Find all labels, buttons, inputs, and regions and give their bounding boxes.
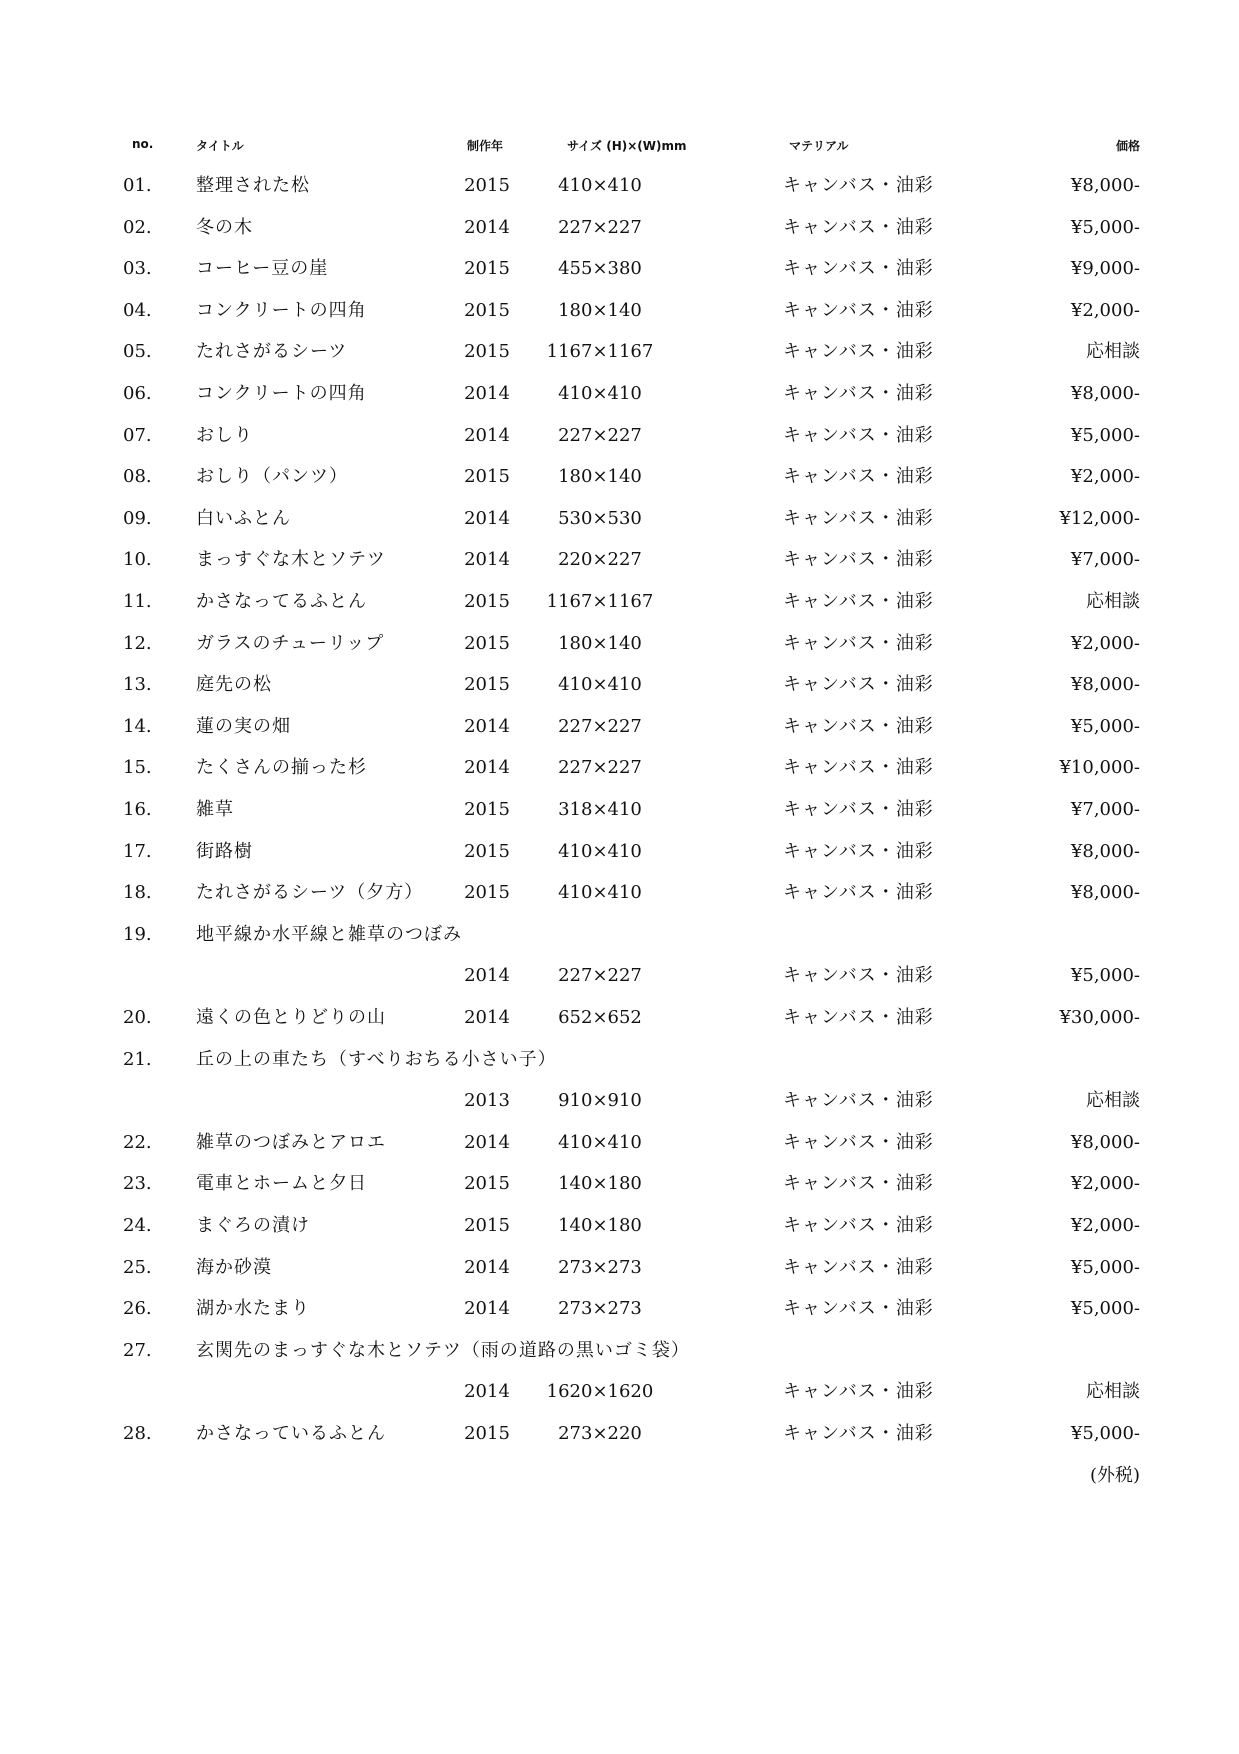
row-size: 273×220 xyxy=(558,1423,642,1444)
row-material: キャンバス・油彩 xyxy=(783,882,934,904)
row-number: 05. xyxy=(123,341,152,363)
row-year: 2014 xyxy=(464,1256,510,1278)
row-number: 13. xyxy=(123,674,152,696)
table-row xyxy=(0,629,1239,659)
row-title: 丘の上の車たち（すべりおちる小さい子） xyxy=(196,1048,557,1070)
row-title: 蓮の実の畑 xyxy=(196,715,291,737)
row-number: 09. xyxy=(123,507,152,529)
row-price: ¥8,000- xyxy=(1070,1131,1140,1153)
row-year: 2015 xyxy=(464,840,510,862)
row-price: ¥9,000- xyxy=(1070,258,1140,280)
table-row xyxy=(0,795,1239,825)
row-year: 2014 xyxy=(464,1007,510,1028)
table-row xyxy=(0,296,1239,326)
row-material: キャンバス・油彩 xyxy=(783,466,934,488)
row-year: 2014 xyxy=(464,507,510,529)
table-row xyxy=(0,1419,1239,1449)
table-row xyxy=(0,1211,1239,1241)
row-price: ¥5,000- xyxy=(1070,965,1140,987)
row-title: 玄関先のまっすぐな木とソテツ（雨の道路の黒いゴミ袋） xyxy=(196,1339,690,1361)
row-number: 04. xyxy=(123,299,152,321)
row-price: ¥8,000- xyxy=(1070,882,1140,904)
header-no: no. xyxy=(132,137,154,151)
row-number: 21. xyxy=(123,1048,152,1070)
table-row xyxy=(0,337,1239,367)
row-size: 227×227 xyxy=(558,424,642,446)
row-material: キャンバス・油彩 xyxy=(783,1173,934,1195)
row-size: 227×227 xyxy=(558,965,642,987)
row-price: 応相談 xyxy=(1086,1381,1140,1403)
row-size: 140×180 xyxy=(558,1215,642,1236)
row-number: 07. xyxy=(123,424,152,446)
row-price: ¥5,000- xyxy=(1070,1298,1140,1320)
row-material: キャンバス・油彩 xyxy=(783,1007,934,1028)
tax-note: (外税) xyxy=(1089,1464,1140,1486)
row-size: 1167×1167 xyxy=(546,341,654,363)
table-row xyxy=(0,1003,1239,1033)
row-size: 318×410 xyxy=(558,799,642,820)
row-title: たれさがるシーツ xyxy=(196,341,348,363)
header-size: サイズ (H)×(W)mm xyxy=(567,139,687,153)
row-price: 応相談 xyxy=(1086,341,1140,363)
row-title: コーヒー豆の崖 xyxy=(196,258,329,280)
row-price: ¥10,000- xyxy=(1059,757,1140,779)
row-size: 410×410 xyxy=(558,674,642,696)
row-title: 庭先の松 xyxy=(196,674,272,696)
row-title: 整理された松 xyxy=(196,175,310,196)
row-year: 2015 xyxy=(464,799,510,820)
row-year: 2014 xyxy=(464,1381,510,1403)
header-year: 制作年 xyxy=(467,139,504,153)
row-material: キャンバス・油彩 xyxy=(783,175,934,196)
row-price: ¥8,000- xyxy=(1070,674,1140,696)
row-size: 455×380 xyxy=(558,258,642,280)
row-material: キャンバス・油彩 xyxy=(783,507,934,529)
row-title: かさなってるふとん xyxy=(196,591,367,612)
row-material: キャンバス・油彩 xyxy=(783,591,934,612)
row-number: 18. xyxy=(123,882,152,904)
table-row xyxy=(0,878,1239,908)
row-title: たくさんの揃った杉 xyxy=(196,757,367,779)
table-row xyxy=(0,712,1239,742)
row-number: 15. xyxy=(123,757,152,779)
row-material: キャンバス・油彩 xyxy=(783,1381,934,1403)
row-material: キャンバス・油彩 xyxy=(783,840,934,862)
row-year: 2014 xyxy=(464,757,510,779)
table-row xyxy=(0,1294,1239,1324)
row-material: キャンバス・油彩 xyxy=(783,216,934,238)
row-price: ¥7,000- xyxy=(1070,549,1140,571)
table-row xyxy=(0,1045,1239,1075)
table-row xyxy=(0,379,1239,409)
table-row xyxy=(0,171,1239,201)
row-number: 10. xyxy=(123,549,152,571)
row-material: キャンバス・油彩 xyxy=(783,258,934,280)
row-title: 雑草のつぼみとアロエ xyxy=(196,1131,386,1153)
row-title: たれさがるシーツ（夕方） xyxy=(196,882,424,904)
row-number: 22. xyxy=(123,1131,152,1153)
row-material: キャンバス・油彩 xyxy=(783,1423,934,1444)
row-material: キャンバス・油彩 xyxy=(783,799,934,820)
row-price: ¥12,000- xyxy=(1059,507,1140,529)
row-number: 11. xyxy=(123,591,152,612)
row-size: 410×410 xyxy=(558,175,642,196)
row-material: キャンバス・油彩 xyxy=(783,1131,934,1153)
row-year: 2015 xyxy=(464,882,510,904)
row-year: 2015 xyxy=(464,175,510,196)
table-row xyxy=(0,753,1239,783)
row-material: キャンバス・油彩 xyxy=(783,383,934,404)
table-row xyxy=(0,504,1239,534)
row-size: 1620×1620 xyxy=(546,1381,654,1403)
row-number: 01. xyxy=(123,175,152,196)
header-price: 価格 xyxy=(1115,139,1140,153)
row-title: かさなっているふとん xyxy=(196,1423,386,1444)
table-row xyxy=(0,1086,1239,1116)
table-row xyxy=(0,920,1239,950)
row-title: 遠くの色とりどりの山 xyxy=(196,1007,386,1028)
row-year: 2014 xyxy=(464,965,510,987)
table-row xyxy=(0,1128,1239,1158)
row-title: 湖か水たまり xyxy=(196,1298,310,1320)
row-title: 電車とホームと夕日 xyxy=(196,1173,367,1195)
row-number: 16. xyxy=(123,799,152,820)
row-size: 1167×1167 xyxy=(546,591,654,612)
row-year: 2013 xyxy=(464,1090,510,1112)
row-size: 652×652 xyxy=(558,1007,642,1028)
row-year: 2015 xyxy=(464,1423,510,1444)
row-title: コンクリートの四角 xyxy=(196,299,367,321)
row-price: ¥5,000- xyxy=(1070,1256,1140,1278)
header-material: マテリアル xyxy=(789,139,849,153)
table-row xyxy=(0,545,1239,575)
row-price: ¥2,000- xyxy=(1070,299,1140,321)
row-price: ¥2,000- xyxy=(1070,632,1140,654)
row-number: 02. xyxy=(123,216,152,238)
row-price: 応相談 xyxy=(1086,1090,1140,1112)
table-row xyxy=(0,213,1239,243)
row-size: 227×227 xyxy=(558,715,642,737)
row-year: 2014 xyxy=(464,216,510,238)
row-year: 2015 xyxy=(464,591,510,612)
row-price: ¥8,000- xyxy=(1070,840,1140,862)
row-price: ¥2,000- xyxy=(1070,466,1140,488)
row-year: 2015 xyxy=(464,632,510,654)
row-price: ¥7,000- xyxy=(1070,799,1140,820)
table-row xyxy=(0,1169,1239,1199)
row-number: 17. xyxy=(123,840,152,862)
row-title: 地平線か水平線と雑草のつぼみ xyxy=(196,923,462,945)
row-size: 180×140 xyxy=(558,466,642,488)
row-year: 2014 xyxy=(464,424,510,446)
row-size: 910×910 xyxy=(558,1090,642,1112)
table-row xyxy=(0,670,1239,700)
row-number: 26. xyxy=(123,1298,152,1320)
row-size: 180×140 xyxy=(558,632,642,654)
row-title: 白いふとん xyxy=(196,507,291,529)
row-title: おしり xyxy=(196,424,253,446)
row-material: キャンバス・油彩 xyxy=(783,674,934,696)
row-number: 28. xyxy=(123,1423,152,1444)
row-title: まぐろの漬け xyxy=(196,1215,310,1236)
row-number: 24. xyxy=(123,1215,152,1236)
row-size: 410×410 xyxy=(558,1131,642,1153)
row-title: 雑草 xyxy=(196,799,234,820)
row-size: 410×410 xyxy=(558,882,642,904)
row-size: 530×530 xyxy=(558,507,642,529)
row-year: 2015 xyxy=(464,1173,510,1195)
row-title: おしり（パンツ） xyxy=(196,466,348,488)
row-material: キャンバス・油彩 xyxy=(783,1215,934,1236)
row-year: 2015 xyxy=(464,466,510,488)
row-title: コンクリートの四角 xyxy=(196,383,367,404)
row-number: 19. xyxy=(123,923,152,945)
row-size: 273×273 xyxy=(558,1256,642,1278)
row-material: キャンバス・油彩 xyxy=(783,965,934,987)
row-material: キャンバス・油彩 xyxy=(783,757,934,779)
row-material: キャンバス・油彩 xyxy=(783,341,934,363)
row-material: キャンバス・油彩 xyxy=(783,1090,934,1112)
row-year: 2014 xyxy=(464,1298,510,1320)
row-year: 2014 xyxy=(464,1131,510,1153)
row-year: 2015 xyxy=(464,299,510,321)
row-size: 410×410 xyxy=(558,383,642,404)
row-title: まっすぐな木とソテツ xyxy=(196,549,386,571)
row-material: キャンバス・油彩 xyxy=(783,1298,934,1320)
table-row xyxy=(0,1377,1239,1407)
row-price: ¥5,000- xyxy=(1070,216,1140,238)
table-row xyxy=(0,421,1239,451)
row-price: ¥30,000- xyxy=(1059,1007,1140,1028)
row-title: 海か砂漠 xyxy=(196,1256,272,1278)
row-price: ¥8,000- xyxy=(1070,383,1140,404)
row-year: 2015 xyxy=(464,674,510,696)
row-price: ¥5,000- xyxy=(1070,424,1140,446)
row-year: 2015 xyxy=(464,258,510,280)
row-number: 14. xyxy=(123,715,152,737)
row-size: 227×227 xyxy=(558,757,642,779)
row-material: キャンバス・油彩 xyxy=(783,632,934,654)
row-year: 2014 xyxy=(464,715,510,737)
row-year: 2015 xyxy=(464,341,510,363)
row-number: 03. xyxy=(123,258,152,280)
row-size: 273×273 xyxy=(558,1298,642,1320)
row-year: 2015 xyxy=(464,1215,510,1236)
row-price: ¥8,000- xyxy=(1070,175,1140,196)
row-price: ¥2,000- xyxy=(1070,1173,1140,1195)
row-price: ¥2,000- xyxy=(1070,1215,1140,1236)
table-row xyxy=(0,462,1239,492)
row-size: 410×410 xyxy=(558,840,642,862)
table-row xyxy=(0,587,1239,617)
row-number: 25. xyxy=(123,1256,152,1278)
row-material: キャンバス・油彩 xyxy=(783,549,934,571)
row-number: 20. xyxy=(123,1007,152,1028)
row-title: 街路樹 xyxy=(196,840,253,862)
table-row xyxy=(0,961,1239,991)
row-price: ¥5,000- xyxy=(1070,715,1140,737)
table-row xyxy=(0,254,1239,284)
row-price: ¥5,000- xyxy=(1070,1423,1140,1444)
row-size: 220×227 xyxy=(558,549,642,571)
row-number: 23. xyxy=(123,1173,152,1195)
table-row xyxy=(0,1253,1239,1283)
header-title: タイトル xyxy=(196,139,244,153)
row-number: 12. xyxy=(123,632,152,654)
row-material: キャンバス・油彩 xyxy=(783,1256,934,1278)
row-year: 2014 xyxy=(464,383,510,404)
table-row xyxy=(0,837,1239,867)
row-size: 180×140 xyxy=(558,299,642,321)
row-number: 06. xyxy=(123,383,152,404)
table-row xyxy=(0,1336,1239,1366)
row-material: キャンバス・油彩 xyxy=(783,424,934,446)
row-material: キャンバス・油彩 xyxy=(783,715,934,737)
row-title: 冬の木 xyxy=(196,216,253,238)
row-material: キャンバス・油彩 xyxy=(783,299,934,321)
row-size: 140×180 xyxy=(558,1173,642,1195)
row-year: 2014 xyxy=(464,549,510,571)
row-number: 27. xyxy=(123,1339,152,1361)
row-title: ガラスのチューリップ xyxy=(196,632,385,654)
row-size: 227×227 xyxy=(558,216,642,238)
row-number: 08. xyxy=(123,466,152,488)
row-price: 応相談 xyxy=(1086,591,1140,612)
